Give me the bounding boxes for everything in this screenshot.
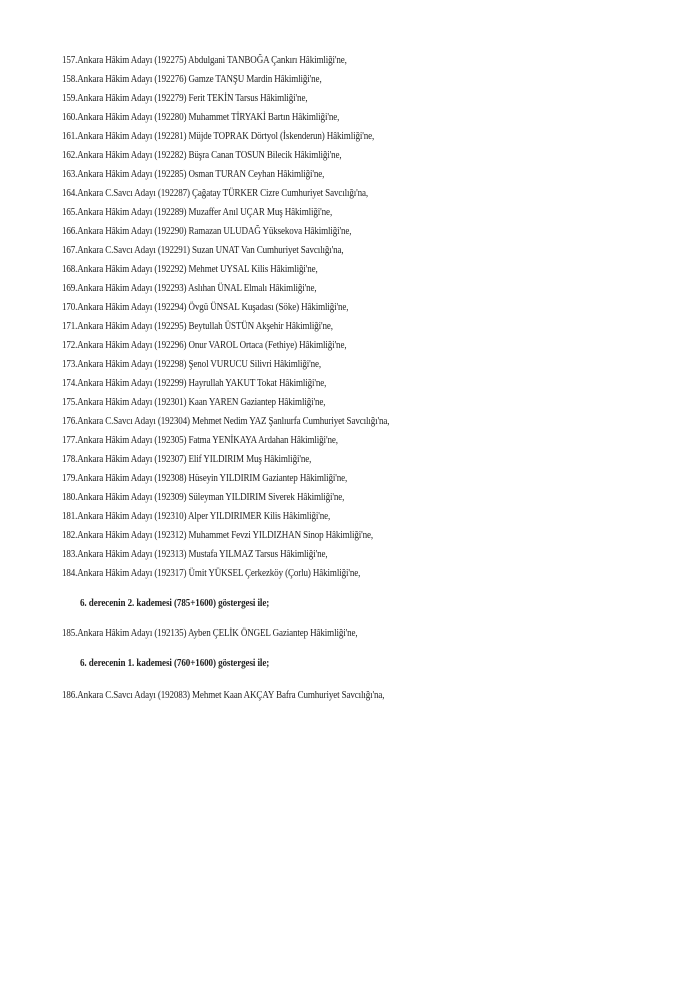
list-item: 167.Ankara C.Savcı Adayı (192291) Suzan UNAT Van Cumhuriyet Savcılığı'na, (62, 245, 344, 256)
list-item: 172.Ankara Hâkim Adayı (192296) Onur VAROL Ortaca (Fethiye) Hâkimliği'ne, (62, 340, 347, 351)
section-heading: 6. derecenin 1. kademesi (760+1600) göstergesi ile; (80, 658, 270, 669)
list-item: 178.Ankara Hâkim Adayı (192307) Elif YILDIRIM Muş Hâkimliği'ne, (62, 454, 312, 465)
list-item: 166.Ankara Hâkim Adayı (192290) Ramazan ULUDAĞ Yüksekova Hâkimliği'ne, (62, 226, 352, 237)
list-item: 185.Ankara Hâkim Adayı (192135) Ayben ÇELİK ÖNGEL Gaziantep Hâkimliği'ne, (62, 628, 358, 639)
list-item: 169.Ankara Hâkim Adayı (192293) Aslıhan ÜNAL Elmalı Hâkimliği'ne, (62, 283, 317, 294)
list-item: 170.Ankara Hâkim Adayı (192294) Övgü ÜNSAL Kuşadası (Söke) Hâkimliği'ne, (62, 302, 349, 313)
section-heading: 6. derecenin 2. kademesi (785+1600) göstergesi ile; (80, 598, 270, 609)
list-item: 159.Ankara Hâkim Adayı (192279) Ferit TEKİN Tarsus Hâkimliği'ne, (62, 93, 308, 104)
list-item: 171.Ankara Hâkim Adayı (192295) Beytullah ÜSTÜN Akşehir Hâkimliği'ne, (62, 321, 333, 332)
list-item: 182.Ankara Hâkim Adayı (192312) Muhammet Fevzi YILDIZHAN Sinop Hâkimliği'ne, (62, 530, 373, 541)
list-item: 168.Ankara Hâkim Adayı (192292) Mehmet UYSAL Kilis Hâkimliği'ne, (62, 264, 318, 275)
list-item: 162.Ankara Hâkim Adayı (192282) Büşra Canan TOSUN Bilecik Hâkimliği'ne, (62, 150, 342, 161)
list-item: 177.Ankara Hâkim Adayı (192305) Fatma YENİKAYA Ardahan Hâkimliği'ne, (62, 435, 338, 446)
list-item: 157.Ankara Hâkim Adayı (192275) Abdulgani TANBOĞA Çankırı Hâkimliği'ne, (62, 55, 347, 66)
list-item: 176.Ankara C.Savcı Adayı (192304) Mehmet Nedim YAZ Şanlıurfa Cumhuriyet Savcılığı'na, (62, 416, 390, 427)
list-item: 173.Ankara Hâkim Adayı (192298) Şenol VURUCU Silivri Hâkimliği'ne, (62, 359, 322, 370)
list-item: 158.Ankara Hâkim Adayı (192276) Gamze TANŞU Mardin Hâkimliği'ne, (62, 74, 322, 85)
list-item: 174.Ankara Hâkim Adayı (192299) Hayrullah YAKUT Tokat Hâkimliği'ne, (62, 378, 327, 389)
list-item: 181.Ankara Hâkim Adayı (192310) Alper YILDIRIMER Kilis Hâkimliği'ne, (62, 511, 331, 522)
list-item: 164.Ankara C.Savcı Adayı (192287) Çağatay TÜRKER Cizre Cumhuriyet Savcılığı'na, (62, 188, 369, 199)
list-item: 186.Ankara C.Savcı Adayı (192083) Mehmet Kaan AKÇAY Bafra Cumhuriyet Savcılığı'na, (62, 690, 385, 701)
list-item: 163.Ankara Hâkim Adayı (192285) Osman TURAN Ceyhan Hâkimliği'ne, (62, 169, 325, 180)
list-item: 180.Ankara Hâkim Adayı (192309) Süleyman YILDIRIM Siverek Hâkimliği'ne, (62, 492, 345, 503)
list-item: 183.Ankara Hâkim Adayı (192313) Mustafa YILMAZ Tarsus Hâkimliği'ne, (62, 549, 328, 560)
list-item: 161.Ankara Hâkim Adayı (192281) Müjde TOPRAK Dörtyol (İskenderun) Hâkimliği'ne, (62, 131, 375, 142)
list-item: 184.Ankara Hâkim Adayı (192317) Ümit YÜKSEL Çerkezköy (Çorlu) Hâkimliği'ne, (62, 568, 361, 579)
list-item: 175.Ankara Hâkim Adayı (192301) Kaan YAREN Gaziantep Hâkimliği'ne, (62, 397, 326, 408)
list-item: 179.Ankara Hâkim Adayı (192308) Hüseyin YILDIRIM Gaziantep Hâkimliği'ne, (62, 473, 348, 484)
list-item: 160.Ankara Hâkim Adayı (192280) Muhammet TİRYAKİ Bartın Hâkimliği'ne, (62, 112, 340, 123)
list-item: 165.Ankara Hâkim Adayı (192289) Muzaffer Anıl UÇAR Muş Hâkimliği'ne, (62, 207, 333, 218)
